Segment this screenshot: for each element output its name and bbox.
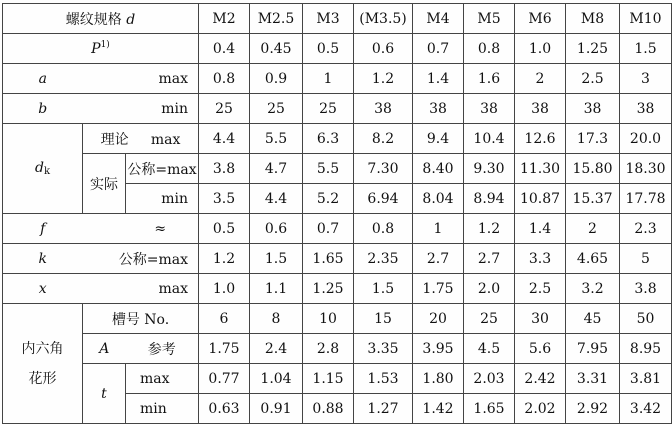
cell: 6 — [199, 304, 250, 334]
x-symbol: x — [3, 274, 83, 304]
cell: 8.2 — [354, 124, 413, 154]
size-header-6: M6 — [515, 4, 566, 34]
A-symbol: A — [83, 334, 126, 364]
cell: 1 — [303, 64, 354, 94]
cell: 17.78 — [620, 184, 672, 214]
size-header-1: M2.5 — [250, 4, 303, 34]
table-row-f — [3, 214, 672, 244]
cell: 2.3 — [620, 214, 672, 244]
cell: 25 — [250, 94, 303, 124]
cell: 1.0 — [515, 34, 566, 64]
cell: 3.2 — [566, 274, 620, 304]
slot-no-label: 槽号 No. — [83, 304, 199, 334]
cell: 4.4 — [199, 124, 250, 154]
t-min-qual: min — [126, 394, 199, 424]
table-row-hex-A — [3, 334, 672, 364]
cell: 2.8 — [303, 334, 354, 364]
cell: 1 — [413, 214, 464, 244]
dk-symbol: d — [34, 160, 44, 176]
cell: 38 — [566, 94, 620, 124]
cell: 10 — [303, 304, 354, 334]
cell: 2 — [566, 214, 620, 244]
cell: 11.30 — [515, 154, 566, 184]
cell: 15.80 — [566, 154, 620, 184]
cell: 1.53 — [354, 364, 413, 394]
size-header-2: M3 — [303, 4, 354, 34]
cell: 9.4 — [413, 124, 464, 154]
cell: 8 — [250, 304, 303, 334]
cell: 1.42 — [413, 394, 464, 424]
pitch-label — [3, 34, 199, 64]
cell: 0.8 — [199, 64, 250, 94]
size-header-3: (M3.5) — [354, 4, 413, 34]
table-row-b — [3, 94, 672, 124]
cell: 0.91 — [250, 394, 303, 424]
cell: 9.30 — [464, 154, 515, 184]
cell: 38 — [354, 94, 413, 124]
cell: 38 — [413, 94, 464, 124]
hexalobular-group-label — [3, 304, 83, 424]
f-symbol: f — [3, 214, 83, 244]
f-qualifier: ≈ — [83, 214, 199, 244]
k-qualifier: 公称=max — [83, 244, 199, 274]
cell: 3.31 — [566, 364, 620, 394]
cell: 3.35 — [354, 334, 413, 364]
cell: 2.03 — [464, 364, 515, 394]
size-header-4: M4 — [413, 4, 464, 34]
a-symbol: a — [3, 64, 83, 94]
cell: 17.3 — [566, 124, 620, 154]
size-header-7: M8 — [566, 4, 620, 34]
cell: 2.92 — [566, 394, 620, 424]
table-row-P — [3, 34, 672, 64]
dk-nominal-qual: 公称=max — [126, 154, 199, 184]
screw-dimension-table — [2, 3, 672, 424]
cell: 0.5 — [303, 34, 354, 64]
cell: 45 — [566, 304, 620, 334]
cell: 6.3 — [303, 124, 354, 154]
pitch-symbol: P — [91, 41, 101, 57]
hexalobular-label-line-2: 花形 — [28, 370, 57, 387]
cell: 20.0 — [620, 124, 672, 154]
table-row-k — [3, 244, 672, 274]
a-qualifier: max — [83, 64, 199, 94]
dk-actual-label: 实际 — [83, 154, 126, 214]
cell: 3.95 — [413, 334, 464, 364]
table-row-dk-theory — [3, 124, 672, 154]
cell: 5.2 — [303, 184, 354, 214]
cell: 1.04 — [250, 364, 303, 394]
cell: 7.95 — [566, 334, 620, 364]
cell: 1.6 — [464, 64, 515, 94]
cell: 20 — [413, 304, 464, 334]
b-symbol: b — [3, 94, 83, 124]
cell: 1.27 — [354, 394, 413, 424]
cell: 6.94 — [354, 184, 413, 214]
cell: 1.2 — [354, 64, 413, 94]
cell: 3.8 — [620, 274, 672, 304]
dk-min-qual: min — [126, 184, 199, 214]
size-header-5: M5 — [464, 4, 515, 34]
cell: 2.42 — [515, 364, 566, 394]
dk-theory-text: 理论 — [100, 131, 129, 148]
cell: 2.0 — [464, 274, 515, 304]
dk-theory-label — [83, 124, 199, 154]
cell: 0.63 — [199, 394, 250, 424]
cell: 0.7 — [413, 34, 464, 64]
cell: 5.5 — [250, 124, 303, 154]
cell: 3.3 — [515, 244, 566, 274]
hexalobular-label-line-1: 内六角 — [21, 340, 64, 357]
cell: 10.4 — [464, 124, 515, 154]
cell: 1.25 — [566, 34, 620, 64]
header-row — [3, 4, 672, 34]
cell: 0.8 — [464, 34, 515, 64]
table-row-hex-t-max — [3, 364, 672, 394]
cell: 0.77 — [199, 364, 250, 394]
cell: 18.30 — [620, 154, 672, 184]
cell: 0.6 — [354, 34, 413, 64]
cell: 0.9 — [250, 64, 303, 94]
pitch-footnote: 1) — [100, 40, 110, 50]
thread-spec-label — [3, 4, 199, 34]
cell: 8.04 — [413, 184, 464, 214]
cell: 1.4 — [413, 64, 464, 94]
cell: 38 — [464, 94, 515, 124]
t-symbol: t — [83, 364, 126, 424]
x-qualifier: max — [83, 274, 199, 304]
cell: 1.65 — [303, 244, 354, 274]
cell: 50 — [620, 304, 672, 334]
cell: 2.7 — [413, 244, 464, 274]
A-qualifier: 参考 — [126, 334, 199, 364]
cell: 1.75 — [199, 334, 250, 364]
cell: 1.2 — [464, 214, 515, 244]
thread-spec-symbol: d — [126, 11, 136, 28]
cell: 2.4 — [250, 334, 303, 364]
cell: 5 — [620, 244, 672, 274]
table-row-dk-nominal — [3, 154, 672, 184]
k-symbol: k — [3, 244, 83, 274]
cell: 1.15 — [303, 364, 354, 394]
cell: 1.5 — [354, 274, 413, 304]
cell: 8.40 — [413, 154, 464, 184]
cell: 0.4 — [199, 34, 250, 64]
cell: 4.7 — [250, 154, 303, 184]
cell: 1.5 — [620, 34, 672, 64]
table-row-x — [3, 274, 672, 304]
cell: 1.0 — [199, 274, 250, 304]
thread-spec-text: 螺纹规格 — [65, 11, 122, 28]
cell: 1.25 — [303, 274, 354, 304]
table-row-hex-slot — [3, 304, 672, 334]
dk-symbol-cell — [3, 124, 83, 214]
cell: 3.8 — [199, 154, 250, 184]
table-row-a — [3, 64, 672, 94]
cell: 8.95 — [620, 334, 672, 364]
cell: 7.30 — [354, 154, 413, 184]
cell: 2.35 — [354, 244, 413, 274]
cell: 0.45 — [250, 34, 303, 64]
cell: 8.94 — [464, 184, 515, 214]
cell: 15.37 — [566, 184, 620, 214]
cell: 3 — [620, 64, 672, 94]
cell: 4.65 — [566, 244, 620, 274]
cell: 15 — [354, 304, 413, 334]
t-max-qual: max — [126, 364, 199, 394]
cell: 0.7 — [303, 214, 354, 244]
cell: 2.7 — [464, 244, 515, 274]
cell: 3.81 — [620, 364, 672, 394]
cell: 1.2 — [199, 244, 250, 274]
cell: 3.42 — [620, 394, 672, 424]
cell: 1.65 — [464, 394, 515, 424]
cell: 1.5 — [250, 244, 303, 274]
cell: 1.80 — [413, 364, 464, 394]
cell: 2.5 — [515, 274, 566, 304]
cell: 2 — [515, 64, 566, 94]
dk-subscript: k — [43, 166, 51, 177]
cell: 0.88 — [303, 394, 354, 424]
cell: 0.8 — [354, 214, 413, 244]
size-header-0: M2 — [199, 4, 250, 34]
cell: 38 — [620, 94, 672, 124]
cell: 4.4 — [250, 184, 303, 214]
cell: 0.6 — [250, 214, 303, 244]
b-qualifier: min — [83, 94, 199, 124]
cell: 38 — [515, 94, 566, 124]
cell: 10.87 — [515, 184, 566, 214]
cell: 25 — [303, 94, 354, 124]
cell: 25 — [199, 94, 250, 124]
cell: 30 — [515, 304, 566, 334]
cell: 2.5 — [566, 64, 620, 94]
cell: 3.5 — [199, 184, 250, 214]
cell: 1.75 — [413, 274, 464, 304]
cell: 1.1 — [250, 274, 303, 304]
cell: 0.5 — [199, 214, 250, 244]
cell: 12.6 — [515, 124, 566, 154]
cell: 2.02 — [515, 394, 566, 424]
cell: 4.5 — [464, 334, 515, 364]
cell: 5.5 — [303, 154, 354, 184]
cell: 25 — [464, 304, 515, 334]
cell: 5.6 — [515, 334, 566, 364]
size-header-8: M10 — [620, 4, 672, 34]
dk-theory-qual: max — [150, 131, 181, 148]
cell: 1.4 — [515, 214, 566, 244]
